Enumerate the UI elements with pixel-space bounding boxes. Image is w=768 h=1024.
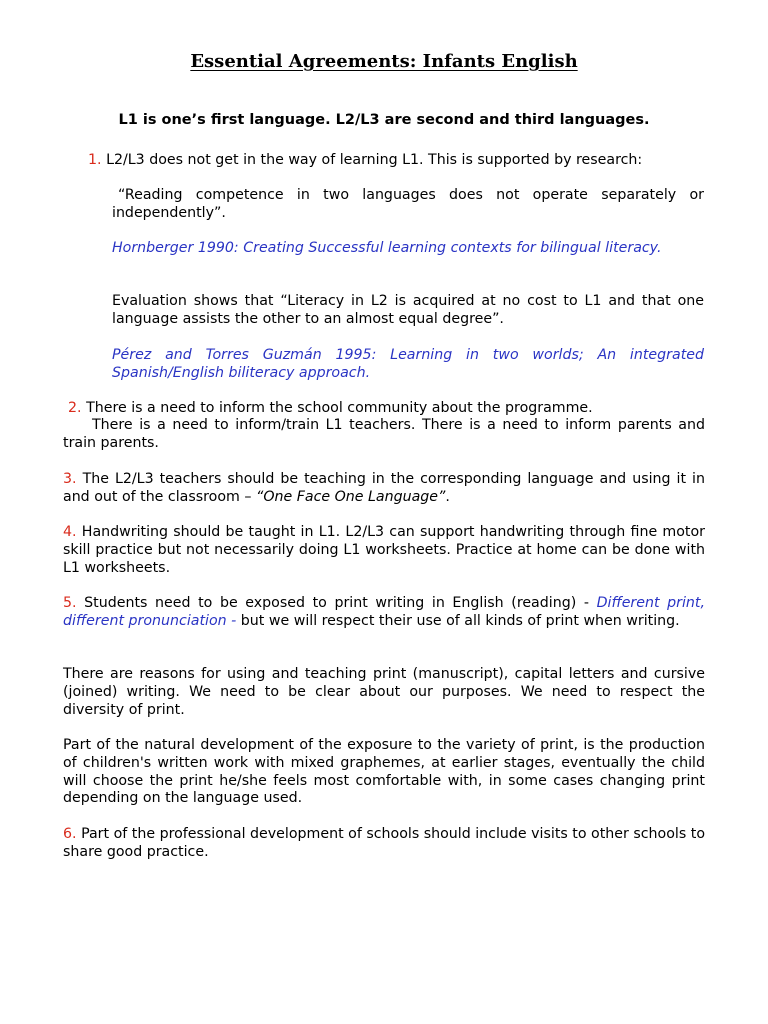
item-3-end: .	[445, 488, 450, 505]
research-citation-2: Pérez and Torres Guzmán 1995: Learning in two worlds; An integrated Spanish/English biliteracy approach.	[112, 347, 704, 381]
item-1	[88, 152, 708, 170]
item-4-number: 4.	[63, 524, 77, 540]
item-5-number: 5.	[63, 595, 77, 611]
item-3	[63, 471, 705, 507]
item-4-text: Handwriting should be taught in L1. L2/L3 can support handwriting through fine motor skill practice but not necessarily doing L1 worksheets. Practice at home can be done with L1 worksheets.	[63, 524, 706, 576]
item-2	[68, 400, 708, 418]
item-6-number: 6.	[63, 826, 77, 842]
item-2-number: 2.	[68, 400, 82, 416]
item-5-highlight: Different print, different pronunciation -	[63, 595, 706, 629]
paragraph-print-reasons: There are reasons for using and teaching print (manuscript), capital letters and cursive (joined) writing. We need to be clear about our purposes. We need to respect the diversity of print.	[63, 666, 705, 718]
item-5-text-before: Students need to be exposed to print writing in English (reading) -	[84, 595, 589, 611]
item-3-text: The L2/L3 teachers should be teaching in the corresponding language and using it in and out of the classroom –	[63, 471, 705, 505]
item-1-number: 1.	[88, 152, 102, 168]
item-5	[63, 595, 705, 631]
research-citation-1: Hornberger 1990: Creating Successful learning contexts for bilingual literacy.	[112, 240, 662, 256]
item-1-text: L2/L3 does not get in the way of learning L1. This is supported by research:	[106, 152, 643, 168]
item-6	[63, 826, 705, 862]
document-title: Essential Agreements: Infants English	[190, 51, 578, 72]
item-4	[63, 524, 705, 577]
item-2-line-2: There is a need to inform/train L1 teachers. There is a need to inform parents and train parents.	[63, 417, 705, 451]
paragraph-natural-development: Part of the natural development of the exposure to the variety of print, is the production of children's written work with mixed graphemes, at earlier stages, eventually the child will choose the print he/she feels most comfortable with, in some cases changing print depending on the language used.	[63, 737, 705, 807]
item-3-emphasis: “One Face One Language”	[255, 488, 446, 505]
item-3-number: 3.	[63, 471, 77, 487]
item-5-text-after: but we will respect their use of all kinds of print when writing.	[240, 612, 680, 629]
item-2-line-1: There is a need to inform the school community about the programme.	[86, 400, 593, 416]
intro-statement: L1 is one’s first language. L2/L3 are second and third languages.	[118, 112, 650, 128]
research-quote-1: “Reading competence in two languages does not operate separately or independently”.	[112, 187, 704, 221]
research-quote-2: Evaluation shows that “Literacy in L2 is acquired at no cost to L1 and that one language assists the other to an almost equal degree”.	[112, 293, 704, 327]
item-6-text: Part of the professional development of schools should include visits to other schools to share good practice.	[63, 826, 705, 860]
